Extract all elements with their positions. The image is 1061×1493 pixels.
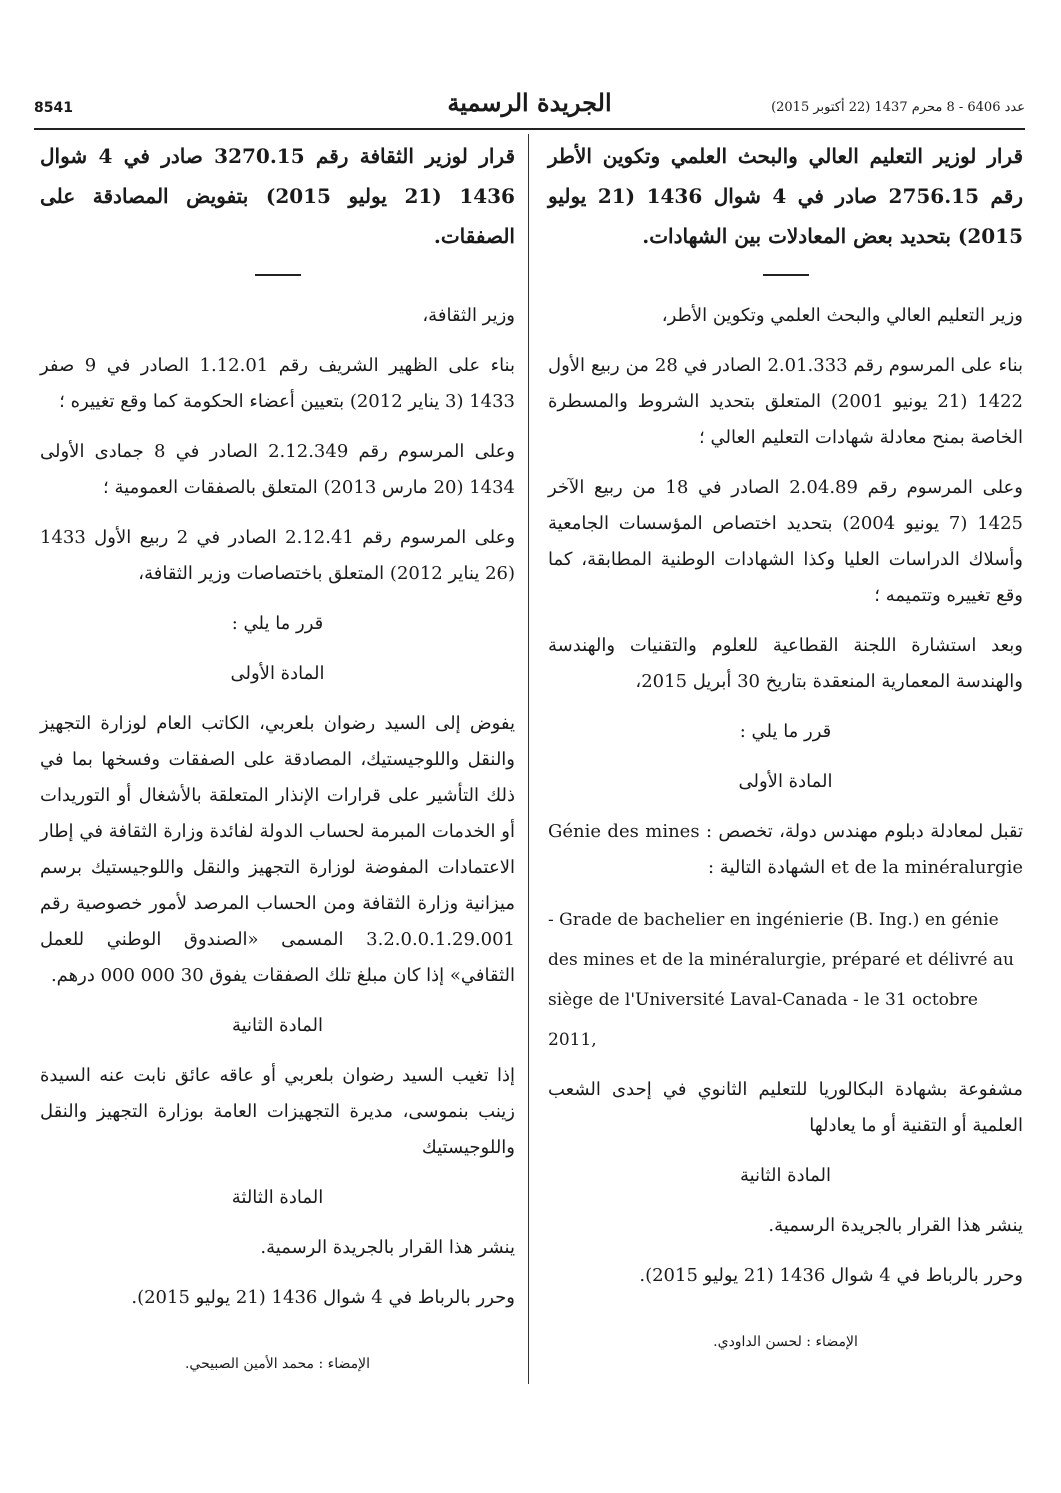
decided-line: قرر ما يلي : — [231, 613, 324, 634]
article-heading: المادة الثانية — [739, 1165, 832, 1186]
article-text: ينشر هذا القرار بالجريدة الرسمية. — [260, 1237, 515, 1258]
article-text: يفوض إلى السيد رضوان بلعربي، الكاتب العام لوزارة التجهيز والنقل واللوجيستيك، المصادقة على الصفقات وفسخها بما في ذلك التأشير على قرارات الإنذار المتعلقة بالأشغال أو التوريدات أو الخدمات المبرمة لحساب الدولة لفائدة وزارة الثقافة في إطار الاعتمادات المفوضة لوزارة التجهيز والنقل واللوجيستيك برسم ميزانية وزارة الثقافة ومن الحساب المرصد لأمور خصوصية رقم 3.2.0.0.1.29.001 المسمى «الصندوق الوطني للعمل الثقافي» إذا كان مبلغ تلك الصفقات يفوق 30 000 000 درهم. — [40, 713, 515, 986]
signature: الإمضاء : محمد الأمين الصبيحي. — [184, 1356, 370, 1372]
preamble-paragraph: وعلى المرسوم رقم 2.12.349 الصادر في 8 جمادى الأولى 1434 (20 مارس 2013) المتعلق بالصفقات العمومية ؛ — [40, 441, 515, 498]
decided-line: قرر ما يلي : — [739, 721, 832, 742]
signature: الإمضاء : لحسن الداودي. — [713, 1334, 858, 1350]
degree-item: - Grade de bachelier en ingénierie (B. Ing.) en génie des mines et de la minéralurgie, préparé et délivré au siège de l'Université Laval-Canada - le 31 octobre 2011, — [548, 910, 1014, 1050]
preamble-paragraph: وعلى المرسوم رقم 2.12.41 الصادر في 2 ربيع الأول 1433 (26 يناير 2012) المتعلق باختصاصات وزير الثقافة، — [40, 527, 516, 584]
article-text: ينشر هذا القرار بالجريدة الرسمية. — [768, 1215, 1023, 1236]
minister-line: وزير الثقافة، — [422, 305, 515, 326]
issue-info: عدد 6406 - 8 محرم 1437 (22 أكتوبر 2015) — [771, 100, 1025, 115]
done-at-line: وحرر بالرباط في 4 شوال 1436 (21 يوليو 2015). — [639, 1265, 1023, 1286]
page-header — [34, 88, 1025, 124]
journal-title: الجريدة الرسمية — [447, 88, 612, 117]
article-heading: المادة الأولى — [230, 663, 325, 684]
preamble-paragraph: وبعد استشارة اللجنة القطاعية للعلوم والتقنيات والهندسة والهندسة المعمارية المنعقدة بتاريخ 30 أبريل 2015، — [548, 635, 1023, 692]
article-heading: المادة الثانية — [231, 1015, 324, 1036]
article-text: إذا تغيب السيد رضوان بلعربي أو عاقه عائق نابت عنه السيدة زينب بنموسى، مديرة التجهيزات العامة بوزارة التجهيز والنقل واللوجيستيك — [40, 1065, 515, 1158]
article-text: تقبل لمعادلة دبلوم مهندس دولة، تخصص : Génie des mines et de la minéralurgie الشهادة التالية : — [548, 821, 1023, 878]
minister-line: وزير التعليم العالي والبحث العلمي وتكوين الأطر، — [661, 305, 1023, 326]
column-divider — [528, 134, 529, 1384]
header-rule — [34, 128, 1025, 130]
article-heading: المادة الأولى — [738, 771, 833, 792]
decree-higher-education — [548, 136, 1023, 1350]
title-separator — [255, 274, 301, 276]
article-heading: المادة الثالثة — [231, 1187, 324, 1208]
page-number: 8541 — [34, 100, 73, 116]
preamble-paragraph: وعلى المرسوم رقم 2.04.89 الصادر في 18 من ربيع الآخر 1425 (7 يونيو 2004) بتحديد اختصاص المؤسسات الجامعية وأسلاك الدراسات العليا وكذا الشهادات الوطنية المطابقة، كما وقع تغييره وتتميمه ؛ — [548, 477, 1023, 606]
preamble-paragraph: بناء على الظهير الشريف رقم 1.12.01 الصادر في 9 صفر 1433 (3 يناير 2012) بتعيين أعضاء الحكومة كما وقع تغييره ؛ — [40, 355, 515, 412]
done-at-line: وحرر بالرباط في 4 شوال 1436 (21 يوليو 2015). — [131, 1287, 515, 1308]
decree-title: قرار لوزير الثقافة رقم 3270.15 صادر في 4 شوال 1436 (21 يوليو 2015) بتفويض المصادقة على الصفقات. — [40, 144, 516, 248]
article-text: مشفوعة بشهادة البكالوريا للتعليم الثانوي في إحدى الشعب العلمية أو التقنية أو ما يعادلها — [548, 1079, 1023, 1136]
decree-culture — [40, 136, 515, 1372]
decree-title: قرار لوزير التعليم العالي والبحث العلمي وتكوين الأطر رقم 2756.15 صادر في 4 شوال 1436 (21 يوليو 2015) بتحديد بعض المعادلات بين الشهادات. — [548, 144, 1023, 248]
preamble-paragraph: بناء على المرسوم رقم 2.01.333 الصادر في 28 من ربيع الأول 1422 (21 يونيو 2001) المتعلق بتحديد الشروط والمسطرة الخاصة بمنح معادلة شهادات التعليم العالي ؛ — [548, 355, 1024, 448]
title-separator — [763, 274, 809, 276]
